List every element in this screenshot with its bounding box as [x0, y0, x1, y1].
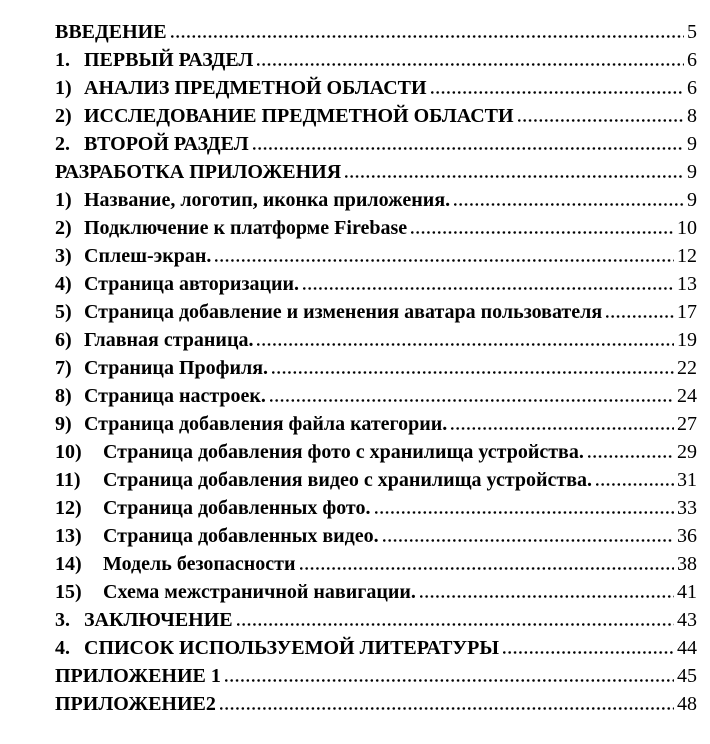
toc-entry[interactable]: [55, 410, 697, 438]
dot-leader: [237, 623, 674, 626]
toc-entry[interactable]: [55, 606, 697, 634]
entry-number: 15): [55, 581, 82, 603]
entry-title: ПЕРВЫЙ РАЗДЕЛ: [84, 49, 254, 71]
entry-page-number: 9: [687, 133, 697, 155]
entry-number: 7): [55, 357, 72, 379]
entry-title: Модель безопасности: [103, 553, 296, 575]
entry-title: ПРИЛОЖЕНИЕ2: [55, 693, 216, 715]
toc-entry[interactable]: [55, 214, 697, 242]
entry-number: 2): [55, 105, 72, 127]
entry-title: Сплеш-экран.: [84, 245, 212, 267]
toc-entry[interactable]: [55, 522, 697, 550]
entry-page-number: 6: [687, 49, 697, 71]
toc-entry[interactable]: [55, 690, 697, 718]
entry-title: ВТОРОЙ РАЗДЕЛ: [84, 133, 249, 155]
entry-page-number: 36: [677, 525, 697, 547]
entry-number: 1.: [55, 49, 70, 71]
entry-page-number: 48: [677, 693, 697, 715]
entry-number: 4): [55, 273, 72, 295]
toc-entry[interactable]: [55, 18, 697, 46]
toc-entry[interactable]: [55, 466, 697, 494]
entry-page-number: 8: [687, 105, 697, 127]
entry-title: ВВЕДЕНИЕ: [55, 21, 167, 43]
entry-page-number: 9: [687, 189, 697, 211]
entry-page-number: 13: [677, 273, 697, 295]
dot-leader: [454, 203, 684, 206]
entry-title: Схема межстраничной навигации.: [103, 581, 416, 603]
toc-entry[interactable]: [55, 494, 697, 522]
dot-leader: [270, 399, 674, 402]
toc-entry[interactable]: [55, 74, 697, 102]
entry-page-number: 29: [677, 441, 697, 463]
dot-leader: [518, 119, 684, 122]
toc-entry[interactable]: [55, 298, 697, 326]
entry-title: Страница добавление и изменения аватара пользователя: [84, 301, 603, 323]
dot-leader: [606, 315, 674, 318]
dot-leader: [215, 259, 674, 262]
toc-entry[interactable]: [55, 130, 697, 158]
toc-entry[interactable]: [55, 158, 697, 186]
entry-page-number: 10: [677, 217, 697, 239]
dot-leader: [225, 679, 674, 682]
toc-entry[interactable]: [55, 578, 697, 606]
entry-number: 8): [55, 385, 72, 407]
entry-page-number: 27: [677, 413, 697, 435]
entry-title: Страница добавленных видео.: [103, 525, 379, 547]
toc-entry[interactable]: [55, 270, 697, 298]
entry-page-number: 19: [677, 329, 697, 351]
entry-title: СПИСОК ИСПОЛЬЗУЕМОЙ ЛИТЕРАТУРЫ: [84, 637, 499, 659]
dot-leader: [220, 707, 674, 710]
dot-leader: [253, 147, 684, 150]
entry-number: 1): [55, 77, 72, 99]
entry-page-number: 45: [677, 665, 697, 687]
toc-entry[interactable]: [55, 550, 697, 578]
dot-leader: [431, 91, 684, 94]
toc-entry[interactable]: [55, 662, 697, 690]
entry-title: АНАЛИЗ ПРЕДМЕТНОЙ ОБЛАСТИ: [84, 77, 427, 99]
entry-number: 13): [55, 525, 82, 547]
dot-leader: [420, 595, 674, 598]
entry-number: 1): [55, 189, 72, 211]
toc-list: [55, 18, 697, 718]
toc-entry[interactable]: [55, 102, 697, 130]
toc-entry[interactable]: [55, 242, 697, 270]
entry-title: Страница добавления видео с хранилища устройства.: [103, 469, 593, 491]
entry-page-number: 22: [677, 357, 697, 379]
entry-number: 14): [55, 553, 82, 575]
dot-leader: [257, 63, 684, 66]
entry-title: Название, логотип, иконка приложения.: [84, 189, 451, 211]
toc-entry[interactable]: [55, 354, 697, 382]
entry-number: 2): [55, 217, 72, 239]
dot-leader: [451, 427, 674, 430]
entry-number: 3): [55, 245, 72, 267]
entry-number: 5): [55, 301, 72, 323]
dot-leader: [303, 287, 674, 290]
entry-title: Страница добавления фото с хранилища устройства.: [103, 441, 584, 463]
toc-entry[interactable]: [55, 634, 697, 662]
entry-number: 9): [55, 413, 72, 435]
entry-title: ЗАКЛЮЧЕНИЕ: [84, 609, 233, 631]
entry-number: 6): [55, 329, 72, 351]
entry-title: ПРИЛОЖЕНИЕ 1: [55, 665, 221, 687]
dot-leader: [345, 175, 684, 178]
entry-page-number: 41: [677, 581, 697, 603]
dot-leader: [596, 483, 674, 486]
dot-leader: [272, 371, 674, 374]
entry-page-number: 31: [677, 469, 697, 491]
entry-page-number: 38: [677, 553, 697, 575]
entry-title: Страница настроек.: [84, 385, 266, 407]
entry-number: 12): [55, 497, 82, 519]
dot-leader: [588, 455, 674, 458]
dot-leader: [257, 343, 674, 346]
entry-title: РАЗРАБОТКА ПРИЛОЖЕНИЯ: [55, 161, 342, 183]
entry-page-number: 9: [687, 161, 697, 183]
dot-leader: [300, 567, 674, 570]
entry-title: Подключение к платформе Firebase: [84, 217, 408, 239]
entry-page-number: 43: [677, 609, 697, 631]
toc-entry[interactable]: [55, 438, 697, 466]
entry-title: Главная страница.: [84, 329, 254, 351]
entry-title: Страница добавления файла категории.: [84, 413, 448, 435]
entry-number: 3.: [55, 609, 70, 631]
entry-page-number: 12: [677, 245, 697, 267]
entry-page-number: 44: [677, 637, 697, 659]
entry-page-number: 33: [677, 497, 697, 519]
entry-page-number: 24: [677, 385, 697, 407]
dot-leader: [171, 35, 684, 38]
entry-number: 2.: [55, 133, 70, 155]
entry-title: Страница Профиля.: [84, 357, 269, 379]
entry-page-number: 6: [687, 77, 697, 99]
toc-entry[interactable]: [55, 382, 697, 410]
entry-title: Страница авторизации.: [84, 273, 300, 295]
entry-number: 10): [55, 441, 82, 463]
dot-leader: [383, 539, 674, 542]
dot-leader: [375, 511, 675, 514]
entry-number: 4.: [55, 637, 70, 659]
entry-page-number: 5: [687, 21, 697, 43]
entry-title: ИССЛЕДОВАНИЕ ПРЕДМЕТНОЙ ОБЛАСТИ: [84, 105, 514, 127]
toc-entry[interactable]: [55, 46, 697, 74]
toc-entry[interactable]: [55, 186, 697, 214]
toc-entry[interactable]: [55, 326, 697, 354]
entry-title: Страница добавленных фото.: [103, 497, 371, 519]
dot-leader: [503, 651, 674, 654]
entry-number: 11): [55, 469, 81, 491]
dot-leader: [411, 231, 674, 234]
entry-page-number: 17: [677, 301, 697, 323]
